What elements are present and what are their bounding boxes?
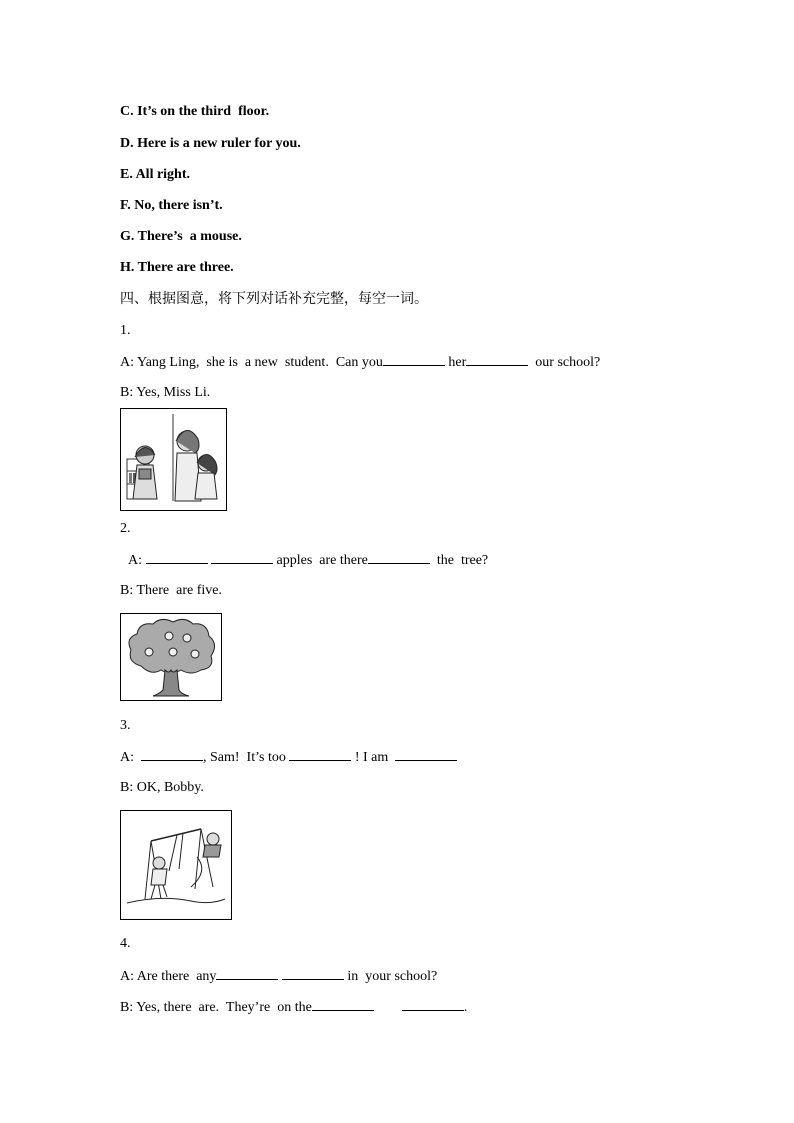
q1-number: 1. — [120, 323, 131, 338]
q2-blank-2[interactable] — [211, 551, 273, 564]
q4-blank-4[interactable] — [402, 998, 464, 1011]
q4-a-text-2: in your school? — [343, 969, 438, 984]
q3-number: 3. — [120, 718, 131, 733]
q2-a-text-3: the tree? — [429, 553, 489, 568]
playground-swing-picture — [120, 810, 232, 920]
q3-blank-1[interactable] — [141, 748, 203, 761]
q1-a-text-3: our school? — [528, 355, 601, 370]
teacher-with-students-illustration — [121, 409, 226, 510]
section-heading: 四、根据图意，将下列对话补充完整，每空一词。 — [120, 291, 428, 307]
q1-a-text-1: A: Yang Ling, she is a new student. Can you — [120, 355, 383, 370]
q4-b-text-1: B: Yes, there are. They’re on the — [120, 1000, 312, 1015]
q2-blank-1[interactable] — [146, 551, 208, 564]
q3-blank-2[interactable] — [289, 748, 351, 761]
q3-blank-3[interactable] — [395, 748, 457, 761]
option-f: F. No, there isn’t. — [120, 198, 223, 213]
apple-tree-illustration — [121, 614, 221, 700]
q2-number: 2. — [120, 521, 131, 536]
q4-blank-1[interactable] — [216, 967, 278, 980]
q4-line-b — [120, 998, 467, 1017]
option-h: H. There are three. — [120, 260, 234, 275]
option-g: G. There’s a mouse. — [120, 229, 242, 244]
q4-blank-2[interactable] — [282, 967, 344, 980]
q2-a-text-2: apples are there — [273, 553, 368, 568]
q4-b-text-2: . — [463, 1000, 468, 1015]
q4-blank-3[interactable] — [312, 998, 374, 1011]
q2-line-b: B: There are five. — [120, 583, 222, 598]
q1-line-b: B: Yes, Miss Li. — [120, 385, 211, 400]
q2-a-text-1: A: — [128, 553, 146, 568]
q2-line-a — [128, 551, 488, 570]
playground-swing-illustration — [121, 811, 231, 919]
q4-number: 4. — [120, 936, 131, 951]
option-c: C. It’s on the third floor. — [120, 104, 270, 119]
q4-line-a — [120, 967, 437, 986]
teacher-with-students-picture — [120, 408, 227, 511]
q1-line-a — [120, 353, 600, 372]
q3-line-a — [120, 748, 457, 767]
option-d: D. Here is a new ruler for you. — [120, 136, 301, 151]
q4-a-text-1: A: Are there any — [120, 969, 217, 984]
q3-a-text-2: , Sam! It’s too — [203, 750, 290, 765]
q1-blank-1[interactable] — [383, 353, 445, 366]
option-e: E. All right. — [120, 167, 191, 182]
q1-a-text-2: her — [444, 355, 467, 370]
apple-tree-picture — [120, 613, 222, 701]
q3-line-b: B: OK, Bobby. — [120, 780, 204, 795]
q3-a-text-1: A: — [120, 750, 141, 765]
q2-blank-3[interactable] — [368, 551, 430, 564]
q1-blank-2[interactable] — [466, 353, 528, 366]
q3-a-text-3: ! I am — [351, 750, 396, 765]
